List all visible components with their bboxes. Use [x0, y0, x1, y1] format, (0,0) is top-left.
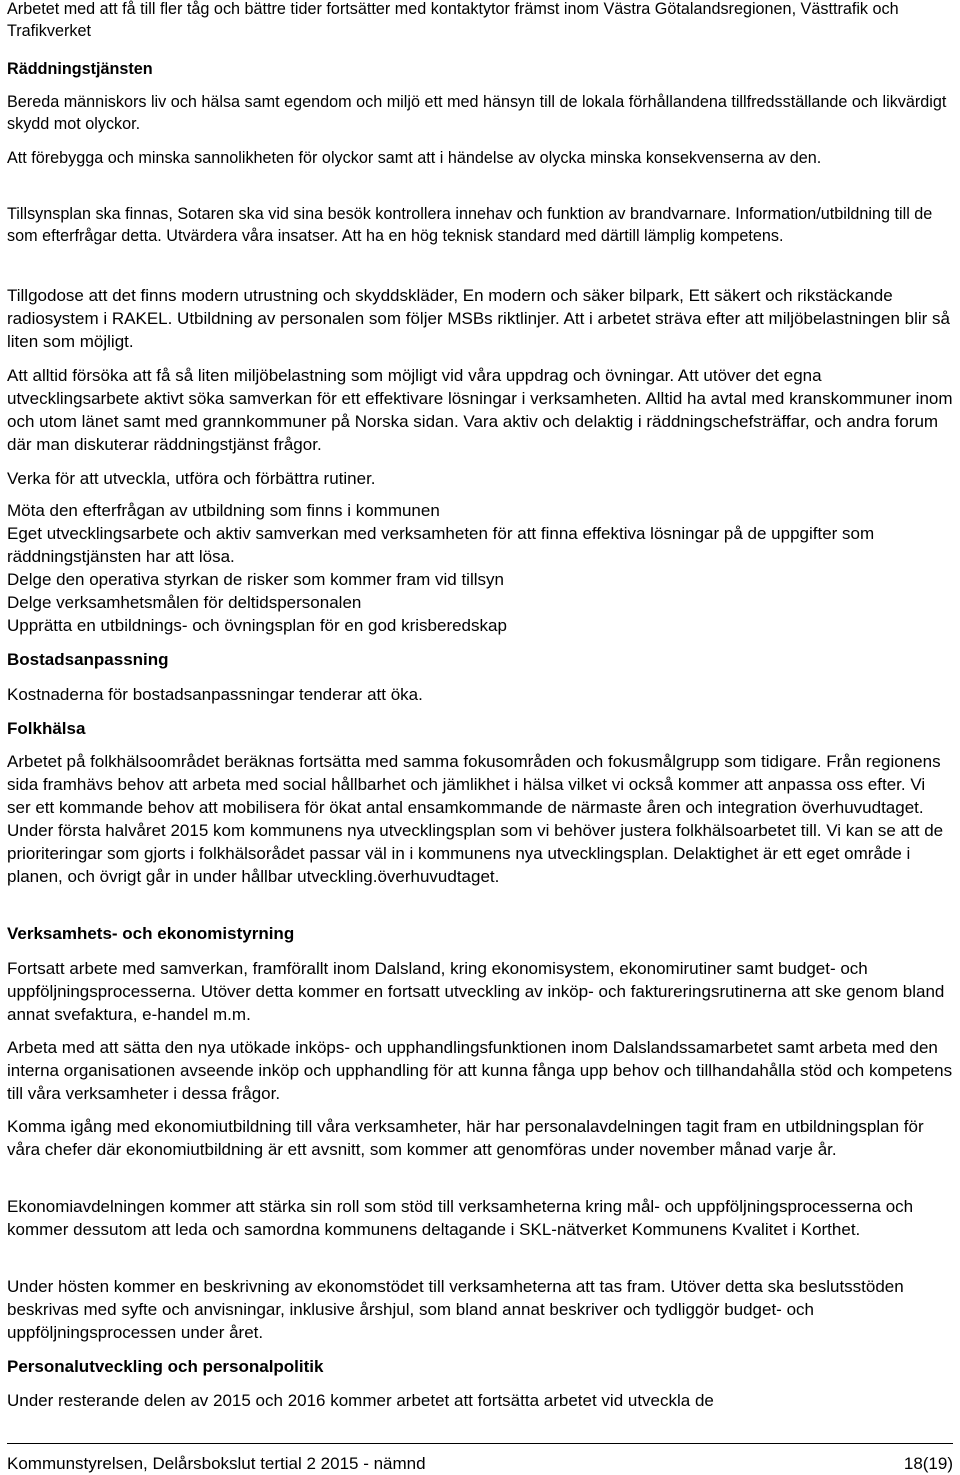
- paragraph-miljobelastning: Att alltid försöka att få så liten miljöbelastning som möjligt vid våra uppdrag och övningar. Att utöver det egna utvecklingsarbete aktivt söka samverkan för ett effektivare lösningar i verksamheten. Alltid ha avtal med kranskommuner inom och utom länet samt med grannkommuner på Norska sidan. Vara aktiv och delaktig i räddningschefsträffar, och andra forum där man diskuterar räddningstjänst frågor.: [7, 366, 953, 454]
- heading-folkhalsa: Folkhälsa: [7, 719, 86, 738]
- page-footer: [7, 1443, 953, 1475]
- heading-personalutveckling: Personalutveckling och personalpolitik: [7, 1357, 324, 1376]
- paragraph-personal: Under resterande delen av 2015 och 2016 kommer arbetet att fortsätta arbetet vid utveckla de: [7, 1391, 714, 1410]
- paragraph-trafik: Arbetet med att få till fler tåg och bättre tider fortsätter med kontaktytor främst inom Västra Götalandsregionen, Västtrafik och Trafikverket: [7, 0, 899, 40]
- footer-page-number: 18(19): [903, 1454, 953, 1473]
- paragraph-bereda: Bereda människors liv och hälsa samt egendom och miljö ett med hänsyn till de lokala förhållandena tillfredsställande och likvärdigt skydd mot olyckor.: [7, 93, 947, 133]
- paragraph-ekonomiavdelningen: Ekonomiavdelningen kommer att stärka sin roll som stöd till verksamheterna kring mål- och uppföljningsprocesserna och kommer dessutom att leda och samordna kommunens deltagande i SKL-nätverket Kommunens Kvalitet i Korthet.: [7, 1197, 914, 1239]
- heading-verksamhetsstyrning: Verksamhets- och ekonomistyrning: [7, 924, 295, 943]
- heading-raddningstjansten: Räddningstjänsten: [7, 60, 153, 78]
- footer-document-title: Kommunstyrelsen, Delårsbokslut tertial 2 2015 - nämnd: [7, 1454, 426, 1473]
- paragraph-rutiner: Verka för att utveckla, utföra och förbättra rutiner.: [7, 469, 376, 488]
- heading-bostadsanpassning: Bostadsanpassning: [7, 650, 169, 669]
- paragraph-tillgodose: Tillgodose att det finns modern utrustning och skyddskläder, En modern och säker bilpark, Ett säkert och rikstäckande radiosystem i RAKEL. Utbildning av personalen som följer MSBs riktlinjer. Att i arbetet sträva efter att miljöbelastningen blir så liten som möjligt.: [7, 286, 950, 351]
- paragraph-bostadsanpassning: Kostnaderna för bostadsanpassningar tenderar att öka.: [7, 685, 423, 704]
- paragraph-inkop: Arbeta med att sätta den nya utökade inköps- och upphandlingsfunktionen inom Dalslandssamarbetet samt arbeta med den interna organisationen avseende inköp och upphandling för att kunna fånga upp behov och tillhandahålla stöd och kompetens till våra verksamheter i dessa frågor.: [7, 1038, 953, 1103]
- paragraph-ekonomstod: Under hösten kommer en beskrivning av ekonomstödet till verksamheterna att tas fram. Utöver detta ska beslutsstöden beskrivas med syfte och anvisningar, inklusive årshjul, som bland annat beskriver och tydliggör budget- och uppföljningsprocessen under året.: [7, 1277, 904, 1342]
- paragraph-folkhalsa: Arbetet på folkhälsoområdet beräknas fortsätta med samma fokusområden och fokusmålgrupp som tidigare. Från regionens sida framhävs behov att arbeta med social hållbarhet och jämlikhet i hälsa vilket vi också kommer att anpassa oss efter. Vi ser ett kommande behov att mobilisera för ökat antal ensamkommande de närmaste åren och integration överhuvudtaget. Under första halvåret 2015 kom kommunens nya utvecklingsplan som vi behöver justera folkhälsoarbetet till. Vi kan se att de prioriteringar som gjorts i folkhälsorådet passar väl in i kommunens nya utvecklingsplan. Delaktighet är ett eget område i planen, och övrigt går in under hållbar utveckling.överhuvudtaget.: [7, 752, 944, 886]
- paragraph-forebygga: Att förebygga och minska sannolikheten för olyckor samt att i händelse av olycka minska konsekvenserna av den.: [7, 149, 822, 167]
- paragraph-samverkan: Fortsatt arbete med samverkan, framförallt inom Dalsland, kring ekonomisystem, ekonomirutiner samt budget- och uppföljningsprocesserna. Utöver detta kommer en fortsatt utveckling av inköp- och faktureringsrutinerna att ske genom bland annat svefaktura, e-handel m.m.: [7, 959, 945, 1024]
- paragraph-utbildning: Möta den efterfrågan av utbildning som finns i kommunen Eget utvecklingsarbete och aktiv samverkan med verksamheten för att finna effektiva lösningar på de uppgifter som räddningstjänsten har att lösa. Delge den operativa styrkan de risker som kommer fram vid tillsyn Delge verksamhetsmålen för deltidspersonalen Upprätta en utbildnings- och övningsplan för en god krisberedskap: [7, 501, 875, 635]
- paragraph-tillsynsplan: Tillsynsplan ska finnas, Sotaren ska vid sina besök kontrollera innehav och funktion av brandvarnare. Information/utbildning till de som efterfrågar detta. Utvärdera våra insatser. Att ha en hög teknisk standard med därtill lämplig kompetens.: [7, 205, 933, 245]
- paragraph-ekonomiutbildning: Komma igång med ekonomiutbildning till våra verksamheter, här har personalavdelningen tagit fram en utbildningsplan för våra chefer där ekonomiutbildning är ett avsnitt, som kommer att genomföras under november månad varje år.: [7, 1117, 924, 1159]
